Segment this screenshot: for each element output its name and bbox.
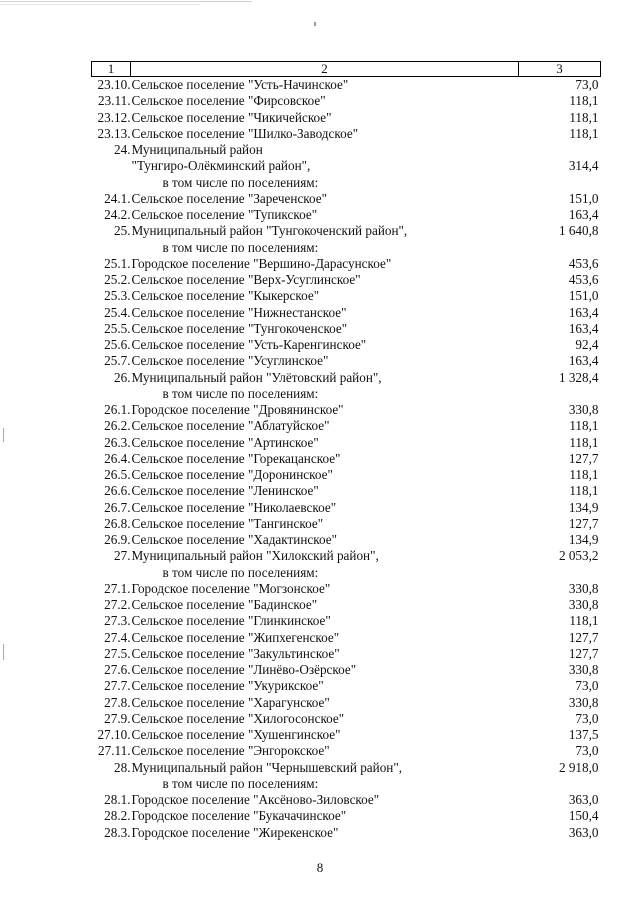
row-value: 163,4: [568, 353, 599, 369]
row-number: [92, 240, 131, 256]
table-body: [92, 77, 601, 841]
header-col-2: 2: [131, 62, 519, 77]
row-value: 163,4: [568, 304, 599, 320]
row-value: 127,7: [568, 450, 599, 466]
row-number: 26.3.: [104, 434, 131, 450]
settlement-row: [92, 305, 601, 321]
row-number: 27.2.: [104, 597, 131, 612]
row-name: Муниципальный район "Улётовский район",: [131, 369, 382, 385]
settlement-row: [92, 630, 601, 646]
row-name: Сельское поселение "Хушенгинское": [131, 727, 341, 742]
row-value: 151,0: [568, 190, 599, 206]
row-number: 27.4.: [104, 629, 131, 645]
row-number: 26.1.: [104, 402, 131, 417]
settlement-row: [92, 207, 601, 223]
row-value: 127,7: [568, 629, 599, 645]
row-value: 363,0: [568, 792, 599, 807]
row-name: "Тунгиро-Олёкминский район",: [131, 158, 311, 174]
row-name: Сельское поселение "Тунгокоченское": [131, 320, 348, 336]
row-value: 73,0: [575, 77, 599, 92]
settlement-row: [92, 126, 601, 142]
row-value: 134,9: [568, 532, 599, 547]
row-value: 363,0: [568, 824, 599, 840]
row-name: Городское поселение "Дровянинское": [131, 402, 344, 417]
settlement-row: [92, 337, 601, 353]
settlement-row: [92, 792, 601, 808]
row-number: 27.10.: [97, 727, 131, 742]
settlement-row: [92, 483, 601, 499]
row-name: Муниципальный район "Тунгокоченский район",: [131, 223, 408, 239]
row-number: 25.3.: [104, 288, 131, 304]
row-number: 27.3.: [104, 613, 131, 629]
row-number: 23.12.: [97, 109, 131, 125]
header-col-1: 1: [92, 62, 131, 77]
row-number: 27.: [114, 548, 131, 564]
row-name: в том числе по поселениям:: [162, 239, 319, 255]
district-row: [92, 370, 601, 386]
row-value: 118,1: [569, 93, 599, 109]
settlement-row: [92, 727, 601, 743]
settlement-row: [92, 288, 601, 304]
row-name: Сельское поселение "Зареченское": [131, 190, 328, 206]
settlement-row: [92, 825, 601, 841]
row-number: 25.4.: [104, 304, 131, 320]
row-number: 28.2.: [104, 808, 131, 824]
row-value: 118,1: [569, 467, 599, 482]
row-value: 127,7: [568, 515, 599, 531]
row-number: 28.1.: [104, 792, 131, 807]
row-name: Городское поселение "Вершино-Дарасунское": [131, 255, 392, 271]
row-number: 26.: [114, 369, 131, 385]
row-name: Сельское поселение "Доронинское": [131, 467, 333, 482]
row-name: Городское поселение "Букачачинское": [131, 808, 347, 824]
row-name: Сельское поселение "Нижнестанское": [131, 304, 347, 320]
settlement-row: [92, 402, 601, 418]
row-name: Сельское поселение "Усть-Каренгинское": [131, 337, 367, 352]
row-name: Сельское поселение "Ленинское": [131, 483, 319, 499]
row-name: Сельское поселение "Николаевское": [131, 499, 337, 515]
row-name: Сельское поселение "Усуглинское": [131, 353, 329, 369]
row-number: 25.2.: [104, 272, 131, 287]
row-name: Сельское поселение "Тупикское": [131, 207, 318, 222]
row-value: [519, 142, 601, 158]
row-number: 23.10.: [97, 77, 131, 92]
scan-speck: [314, 22, 316, 26]
row-number: 27.8.: [104, 694, 131, 710]
row-number: 27.9.: [104, 710, 131, 726]
row-value: [519, 776, 601, 792]
settlement-row: [92, 678, 601, 694]
settlement-row: [92, 581, 601, 597]
row-number: 25.1.: [104, 255, 131, 271]
subheading-row: [92, 776, 601, 792]
row-value: [519, 240, 601, 256]
settlement-row: [92, 321, 601, 337]
district-row: [92, 223, 601, 239]
settlement-row: [92, 418, 601, 434]
row-number: 28.3.: [104, 824, 131, 840]
settlement-row: [92, 613, 601, 629]
row-value: 92,4: [575, 337, 599, 352]
row-value: 73,0: [575, 743, 599, 759]
settlement-row: [92, 272, 601, 288]
settlement-row: [92, 256, 601, 272]
row-name: Сельское поселение "Горекацанское": [131, 450, 341, 466]
row-name: Сельское поселение "Закультинское": [131, 645, 340, 661]
row-name: Сельское поселение "Харагунское": [131, 694, 330, 710]
header-col-3: 3: [519, 62, 601, 77]
row-name: Сельское поселение "Бадинское": [131, 597, 318, 612]
row-name: Сельское поселение "Аблатуйское": [131, 418, 330, 434]
row-number: 23.13.: [97, 125, 131, 141]
row-number: [92, 565, 131, 581]
row-number: 26.2.: [104, 418, 131, 434]
table-header: [92, 62, 601, 77]
row-number: 26.9.: [104, 532, 131, 547]
settlement-row: [92, 435, 601, 451]
row-value: 330,8: [568, 402, 599, 417]
row-name: Сельское поселение "Чикичейское": [131, 109, 332, 125]
settlement-row: [92, 110, 601, 126]
row-value: 2 053,2: [558, 548, 599, 564]
row-number: [92, 158, 131, 174]
row-value: 118,1: [569, 125, 599, 141]
settlement-row: [92, 77, 601, 94]
row-value: 137,5: [568, 727, 599, 742]
row-name: Сельское поселение "Кыкерское": [131, 288, 320, 304]
row-name: Сельское поселение "Укурикское": [131, 678, 324, 694]
row-number: 24.: [114, 142, 131, 157]
row-number: 26.4.: [104, 450, 131, 466]
row-value: 127,7: [568, 645, 599, 661]
row-name: Сельское поселение "Энгорокское": [131, 743, 330, 759]
row-name: Городское поселение "Аксёново-Зиловское": [131, 792, 380, 807]
row-name: Сельское поселение "Хадактинское": [131, 532, 337, 547]
row-name: в том числе по поселениям:: [162, 775, 319, 791]
page-number: 8: [316, 860, 324, 875]
row-name: Городское поселение "Могзонское": [131, 580, 331, 596]
row-number: [92, 175, 131, 191]
row-value: 118,1: [569, 434, 599, 450]
subheading-row: [92, 565, 601, 581]
row-value: 134,9: [568, 499, 599, 515]
row-value: 330,8: [568, 580, 599, 596]
row-number: 27.11.: [98, 743, 131, 759]
row-value: 453,6: [568, 255, 599, 271]
row-name: Сельское поселение "Шилко-Заводское": [131, 125, 359, 141]
row-value: 1 640,8: [558, 223, 599, 239]
settlement-row: [92, 662, 601, 678]
row-number: 27.5.: [104, 645, 131, 661]
row-number: 26.6.: [104, 483, 131, 499]
settlement-row: [92, 646, 601, 662]
allocation-table: [91, 61, 601, 841]
row-value: 150,4: [568, 808, 599, 824]
settlement-row: [92, 467, 601, 483]
row-name: Сельское поселение "Усть-Начинское": [131, 77, 349, 92]
row-name: Сельское поселение "Артинское": [131, 434, 319, 450]
settlement-row: [92, 743, 601, 759]
row-name: Муниципальный район: [131, 142, 263, 157]
settlement-row: [92, 451, 601, 467]
settlement-row: [92, 353, 601, 369]
row-number: 27.7.: [104, 678, 131, 694]
settlement-row: [92, 191, 601, 207]
row-number: 28.: [114, 759, 131, 775]
settlement-row: [92, 93, 601, 109]
row-value: 73,0: [575, 678, 599, 694]
row-number: 25.7.: [104, 353, 131, 369]
row-value: 73,0: [575, 710, 599, 726]
row-number: 26.5.: [104, 467, 131, 482]
row-number: 23.11.: [98, 93, 131, 109]
row-number: 24.2.: [104, 207, 131, 222]
row-value: 118,1: [569, 483, 599, 499]
row-name: Муниципальный район "Чернышевский район",: [131, 759, 403, 775]
row-value: 151,0: [568, 288, 599, 304]
subheading-row: [92, 175, 601, 191]
row-value: 330,8: [568, 597, 599, 612]
row-name: в том числе по поселениям:: [162, 385, 319, 401]
row-number: 25.6.: [104, 337, 131, 352]
row-number: 26.7.: [104, 499, 131, 515]
row-value: 118,1: [569, 613, 599, 629]
row-name: Сельское поселение "Глинкинское": [131, 613, 331, 629]
row-value: 118,1: [569, 418, 599, 434]
row-value: [519, 565, 601, 581]
row-value: 330,8: [568, 662, 599, 677]
district-row: [92, 142, 601, 158]
row-number: 27.6.: [104, 662, 131, 677]
scan-artifact-line: [0, 4, 200, 5]
row-value: 118,1: [569, 109, 599, 125]
row-name: в том числе по поселениям:: [162, 174, 319, 190]
subheading-row: [92, 386, 601, 402]
settlement-row: [92, 597, 601, 613]
row-name: Сельское поселение "Жипхегенское": [131, 629, 340, 645]
row-name: Городское поселение "Жирекенское": [131, 824, 339, 840]
district-row: [92, 548, 601, 564]
row-name: Сельское поселение "Тангинское": [131, 515, 324, 531]
row-number: 27.1.: [104, 580, 131, 596]
row-value: [519, 386, 601, 402]
row-number: [92, 776, 131, 792]
settlement-row: [92, 808, 601, 824]
row-number: 24.1.: [104, 190, 131, 206]
district-row: [92, 158, 601, 174]
row-name: Муниципальный район "Хилокский район",: [131, 548, 379, 564]
row-value: 453,6: [568, 272, 599, 287]
settlement-row: [92, 711, 601, 727]
row-value: 330,8: [568, 694, 599, 710]
settlement-row: [92, 532, 601, 548]
row-number: [92, 386, 131, 402]
row-name: в том числе по поселениям:: [162, 564, 319, 580]
row-value: 163,4: [568, 207, 599, 222]
row-number: 26.8.: [104, 515, 131, 531]
row-value: [519, 175, 601, 191]
subheading-row: [92, 240, 601, 256]
district-row: [92, 760, 601, 776]
row-number: 25.5.: [104, 320, 131, 336]
row-value: 2 918,0: [558, 759, 599, 775]
row-value: 163,4: [568, 320, 599, 336]
header-row: [92, 62, 601, 77]
settlement-row: [92, 500, 601, 516]
row-name: Сельское поселение "Хилогосонское": [131, 710, 345, 726]
row-name: Сельское поселение "Верх-Усуглинское": [131, 272, 361, 287]
settlement-row: [92, 516, 601, 532]
row-name: Сельское поселение "Фирсовское": [131, 93, 326, 109]
row-value: 1 328,4: [558, 369, 599, 385]
row-number: 25.: [114, 223, 131, 239]
row-value: 314,4: [568, 158, 599, 174]
row-name: Сельское поселение "Линёво-Озёрское": [131, 662, 357, 677]
scan-speck: [3, 428, 4, 442]
scan-speck: [3, 644, 4, 660]
settlement-row: [92, 695, 601, 711]
scan-artifact-line: [0, 1, 252, 2]
